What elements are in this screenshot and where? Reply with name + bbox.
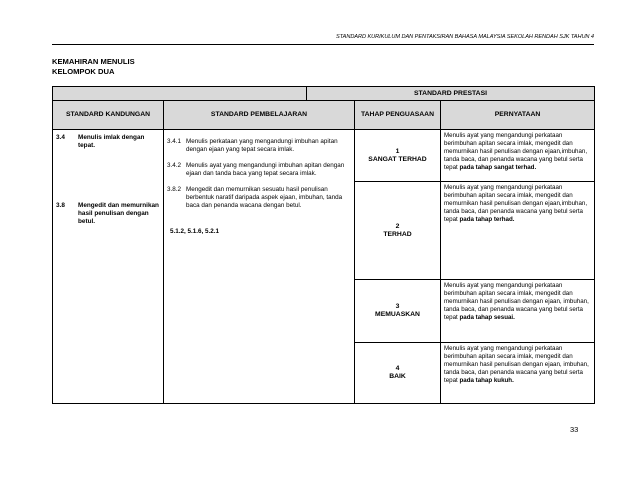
statement-2: Menulis ayat yang mengandungi perkataan berimbuhan apitan secara imlak, mengedit dan memurnikan hasil penulisan dengan ejaan,imbuhan, tanda baca, dan penanda wacana yang betul serta tepat pada tahap terhad.: [441, 182, 595, 280]
sp-item: 3.4.1 Menulis perkataan yang mengandungi imbuhan apitan dengan ejaan yang tepat secara imlak.: [167, 138, 338, 153]
reference-codes: 5.1.2, 5.1.6, 5.2.1: [170, 228, 220, 235]
header-divider: [52, 44, 594, 45]
header-standard-prestasi: STANDARD PRESTASI: [307, 87, 595, 101]
level-2: 2 TERHAD: [355, 182, 441, 280]
level-1: 1 SANGAT TERHAD: [355, 130, 441, 182]
header-pernyataan: PERNYATAAN: [441, 101, 595, 130]
level-3: 3 MEMUASKAN: [355, 280, 441, 343]
standards-table: [52, 86, 595, 404]
statement-4: Menulis ayat yang mengandungi perkataan berimbuhan apitan secara imlak, mengedit dan memurnikan hasil penulisan dengan ejaan, imbuhan, tanda baca, dan penanda wacana yang betul serta tepat pada tahap kukuh.: [441, 343, 595, 404]
title-line-2: KELOMPOK DUA: [52, 67, 115, 76]
sp-item: 3.4.2 Menulis ayat yang mengandungi imbuhan apitan dengan ejaan dan tanda baca yang tepat secara imlak.: [167, 162, 345, 177]
standard-pembelajaran-cell: [164, 130, 355, 404]
level-4: 4 BAIK: [355, 343, 441, 404]
header-standard-kandungan: STANDARD KANDUNGAN: [53, 101, 164, 130]
header-blank: [53, 87, 307, 101]
running-header: STANDARD KURIKULUM DAN PENTAKSIRAN BAHASA MALAYSIA SEKOLAH RENDAH SJK TAHUN 4: [336, 34, 594, 40]
title-line-1: KEMAHIRAN MENULIS: [52, 57, 135, 66]
header-standard-pembelajaran: STANDARD PEMBELAJARAN: [164, 101, 355, 130]
standard-kandungan-cell: [53, 130, 164, 404]
sk-item: 3.8 Mengedit dan memurnikan hasil penulisan dengan betul.: [56, 202, 159, 225]
page-number: 33: [570, 425, 579, 434]
section-title: [52, 57, 135, 77]
statement-3: Menulis ayat yang mengandungi perkataan berimbuhan apitan secara imlak, mengedit dan memurnikan hasil penulisan dengan ejaan, imbuhan, tanda baca, dan penanda wacana yang betul serta tepat pada tahap sesuai.: [441, 280, 595, 343]
header-tahap: TAHAP PENGUASAAN: [355, 101, 441, 130]
sp-item: 3.8.2 Mengedit dan memurnikan sesuatu hasil penulisan berbentuk naratif daripada aspek ejaan, imbuhan, tanda baca dan penanda wacana dengan betul.: [167, 186, 343, 209]
sk-item: 3.4 Menulis imlak dengan tepat.: [56, 134, 145, 149]
statement-1: Menulis ayat yang mengandungi perkataan berimbuhan apitan secara imlak, mengedit dan memurnikan hasil penulisan dengan ejaan,imbuhan, tanda baca, dan penanda wacana yang betul serta tepat pada tahap sangat terhad.: [441, 130, 595, 182]
